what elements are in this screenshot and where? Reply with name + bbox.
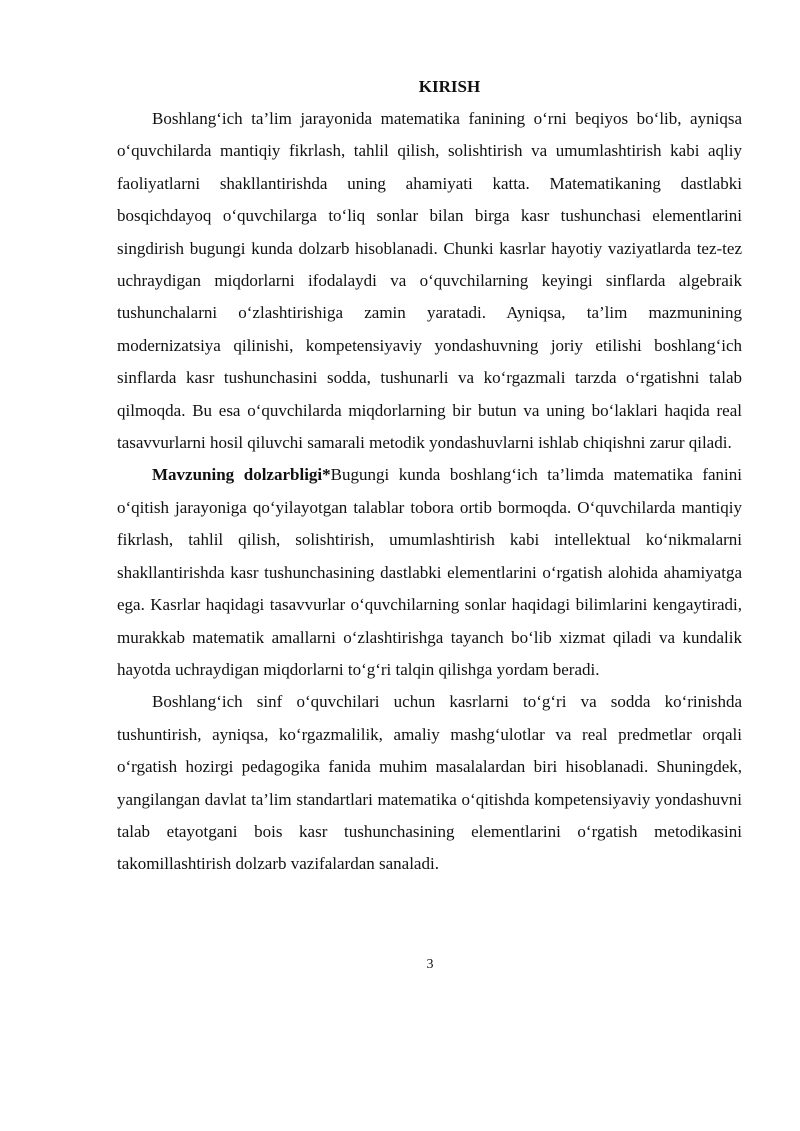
section-title: KIRISH xyxy=(418,77,481,96)
methodology-paragraph xyxy=(117,686,742,880)
document-page xyxy=(117,75,742,881)
intro-paragraph-text: Boshlang‘ich ta’lim jarayonida matematika fanining o‘rni beqiyos bo‘lib, ayniqsa o‘quvchilarda mantiqiy fikrlash, tahlil qilish, solishtirish va umumlashtirish kabi aqliy faoliyatlarni shakllantirishda uning ahamiyati katta. Matematikaning dastlabki bosqichdayoq o‘quvchilarga to‘liq sonlar bilan birga kasr tushunchasi elementlarini singdirish bugungi kunda dolzarb hisoblanadi. Chunki kasrlar hayotiy vaziyatlarda tez-tez uchraydigan miqdorlarni ifodalaydi va o‘quvchilarning keyingi sinflarda algebraik tushunchalarni o‘zlashtirishiga zamin yaratadi. Ayniqsa, ta’lim mazmunining modernizatsiya qilinishi, kompetensiyaviy yondashuvning joriy etilishi boshlang‘ich sinflarda kasr tushunchasini sodda, tushunarli va ko‘rgazmali tarzda o‘rgatishni talab qilmoqda. Bu esa o‘quvchilarda miqdorlarning bir butun va uning bo‘laklari haqida real tasavvurlarni hosil qiluvchi samarali metodik yondashuvlarni ishlab chiqishni zarur qiladi. xyxy=(117,109,742,453)
intro-paragraph xyxy=(117,103,742,459)
methodology-paragraph-text: Boshlang‘ich sinf o‘quvchilari uchun kasrlarni to‘g‘ri va sodda ko‘rinishda tushuntirish, ayniqsa, ko‘rgazmalilik, amaliy mashg‘ulotlar va real predmetlar orqali o‘rgatish hozirgi pedagogika fanida muhim masalalardan biri hisoblanadi. Shuningdek, yangilangan davlat ta’lim standartlari matematika o‘qitishda kompetensiyaviy yondashuvni talab etayotgani bois kasr tushunchasining elementlarini o‘rgatish metodikasini takomillashtirish dolzarb vazifalardan sanaladi. xyxy=(117,692,742,874)
page-number: 3 xyxy=(426,957,434,972)
relevance-paragraph xyxy=(117,459,742,686)
relevance-paragraph-text: Bugungi kunda boshlang‘ich ta’limda matematika fanini o‘qitish jarayoniga qo‘yilayotgan talablar tobora ortib bormoqda. O‘quvchilarda mantiqiy fikrlash, tahlil qilish, solishtirish, umumlashtirish kabi intellektual ko‘nikmalarni shakllantirishda kasr tushunchasining dastlabki elementlarini o‘rgatish alohida ahamiyatga ega. Kasrlar haqidagi tasavvurlar o‘quvchilarning sonlar haqidagi bilimlarini kengaytiradi, murakkab matematik amallarni o‘zlashtirishga tayanch bo‘lib xizmat qiladi va kundalik hayotda uchraydigan miqdorlarni to‘g‘ri talqin qilishga yordam beradi. xyxy=(117,465,742,679)
relevance-heading: Mavzuning dolzarbligi* xyxy=(152,465,331,485)
